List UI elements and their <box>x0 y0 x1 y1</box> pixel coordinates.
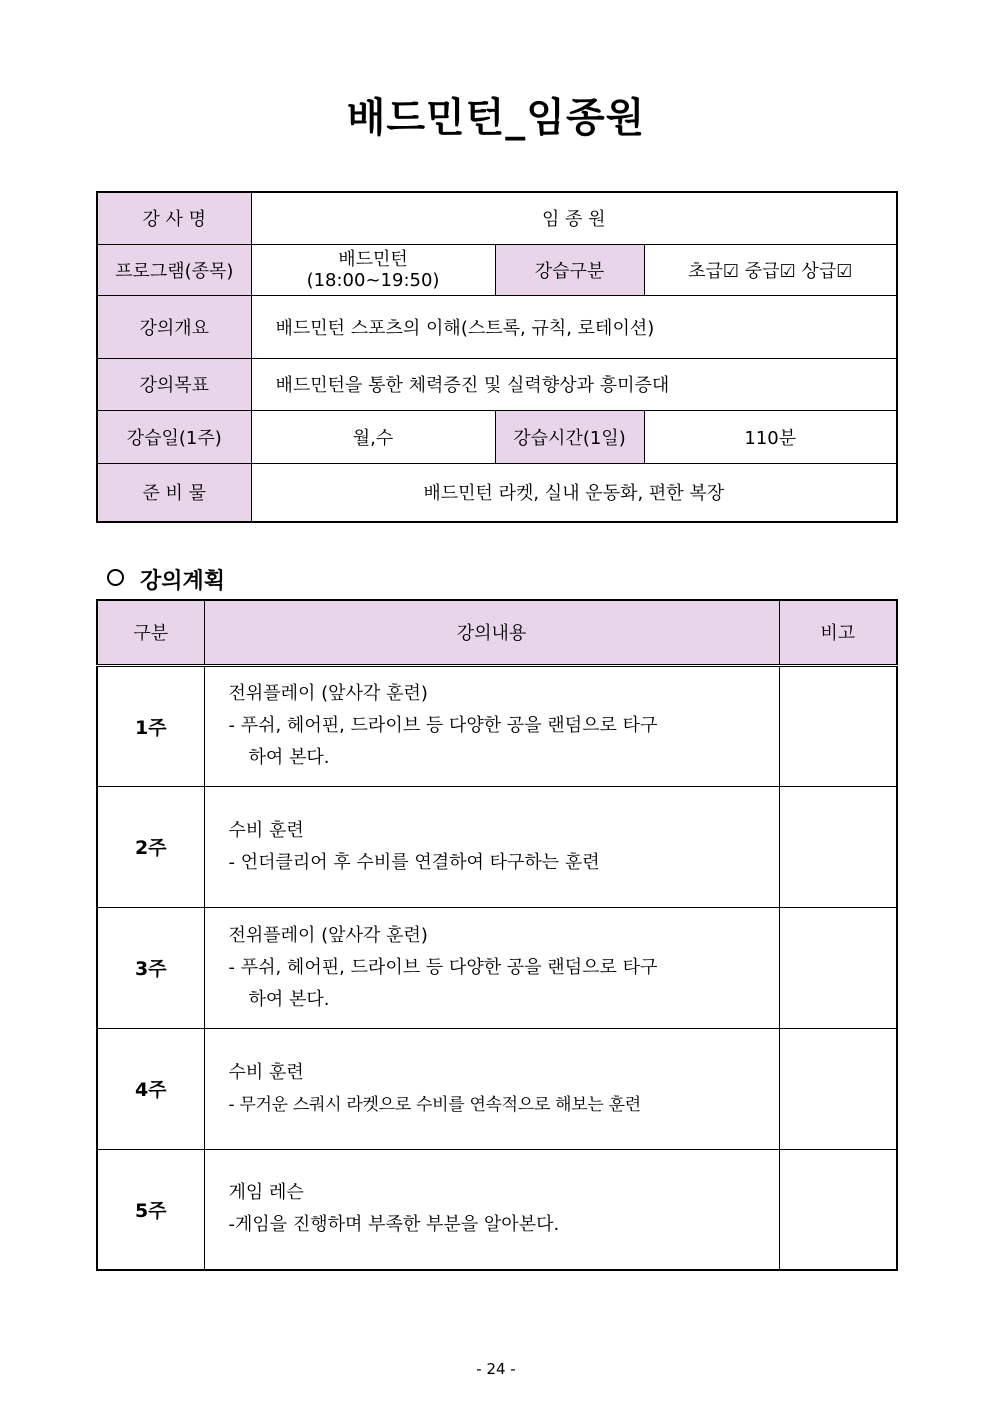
days-row <box>97 410 897 463</box>
instructor-label: 강 사 명 <box>97 192 251 244</box>
goal-label: 강의목표 <box>97 358 251 410</box>
program-label: 프로그램(종목) <box>97 244 251 295</box>
program-name: 배드민턴 <box>338 248 408 270</box>
page-number: - 24 - <box>476 1360 516 1378</box>
content-line: 하여 본다. <box>248 988 330 1010</box>
overview-label: 강의개요 <box>97 295 251 358</box>
plan-header-row <box>97 600 897 665</box>
goal-value: 배드민턴을 통한 체력증진 및 실력향상과 흥미증대 <box>251 358 897 410</box>
plan-table <box>96 599 898 1271</box>
table-row <box>97 665 897 786</box>
info-table <box>96 191 898 523</box>
time-value: 110분 <box>644 410 897 463</box>
content-cell <box>204 786 779 907</box>
week-cell: 1주 <box>97 665 204 786</box>
time-label: 강습시간(1일) <box>495 410 644 463</box>
week-cell: 2주 <box>97 786 204 907</box>
content-line: - 푸쉬, 헤어핀, 드라이브 등 다양한 공을 랜덤으로 타구 <box>228 715 658 736</box>
content-cell <box>204 1028 779 1149</box>
note-cell <box>779 786 897 907</box>
days-value: 월,수 <box>251 410 495 463</box>
content-line: -게임을 진행하며 부족한 부분을 알아본다. <box>228 1214 560 1236</box>
week-cell: 4주 <box>97 1028 204 1149</box>
content-cell <box>204 1149 779 1270</box>
table-row <box>97 786 897 907</box>
note-cell <box>779 1028 897 1149</box>
header-content: 강의내용 <box>204 600 779 665</box>
week-cell: 5주 <box>97 1149 204 1270</box>
instructor-value: 임 종 원 <box>251 192 897 244</box>
header-note: 비고 <box>779 600 897 665</box>
table-row <box>97 1149 897 1270</box>
content-cell <box>204 907 779 1028</box>
content-line: 하여 본다. <box>248 747 330 768</box>
content-line: 전위플레이 (앞사각 훈련) <box>228 683 428 704</box>
page-title: 배드민턴_임종원 <box>346 95 646 141</box>
table-row <box>97 907 897 1028</box>
overview-value: 배드민턴 스포츠의 이해(스트록, 규칙, 로테이션) <box>251 295 897 358</box>
circle-bullet-icon <box>107 569 124 586</box>
content-line: 게임 레슨 <box>228 1182 304 1204</box>
week-cell: 3주 <box>97 907 204 1028</box>
section-title: 강의계획 <box>140 569 226 594</box>
goal-row <box>97 358 897 410</box>
content-cell <box>204 665 779 786</box>
supplies-label: 준 비 물 <box>97 463 251 522</box>
instructor-row <box>97 192 897 244</box>
content-line: - 무거운 스쿼시 라켓으로 수비를 연속적으로 해보는 훈련 <box>228 1094 641 1115</box>
overview-row <box>97 295 897 358</box>
level-label: 강습구분 <box>495 244 644 295</box>
program-row <box>97 244 897 295</box>
content-line: 전위플레이 (앞사각 훈련) <box>228 924 428 946</box>
note-cell <box>779 665 897 786</box>
content-line: 수비 훈련 <box>228 1061 304 1083</box>
table-row <box>97 1028 897 1149</box>
note-cell <box>779 1149 897 1270</box>
note-cell <box>779 907 897 1028</box>
content-line: - 푸쉬, 헤어핀, 드라이브 등 다양한 공을 랜덤으로 타구 <box>228 956 658 978</box>
program-time: (18:00~19:50) <box>306 269 440 291</box>
supplies-row <box>97 463 897 522</box>
level-value: 초급☑ 중급☑ 상급☑ <box>644 244 897 295</box>
days-label: 강습일(1주) <box>97 410 251 463</box>
supplies-value: 배드민턴 라켓, 실내 운동화, 편한 복장 <box>251 463 897 522</box>
program-value <box>251 244 495 295</box>
header-week: 구분 <box>97 600 204 665</box>
content-line: 수비 훈련 <box>228 819 304 841</box>
section-heading <box>107 564 225 595</box>
content-line: - 언더클리어 후 수비를 연결하여 타구하는 훈련 <box>228 851 600 873</box>
